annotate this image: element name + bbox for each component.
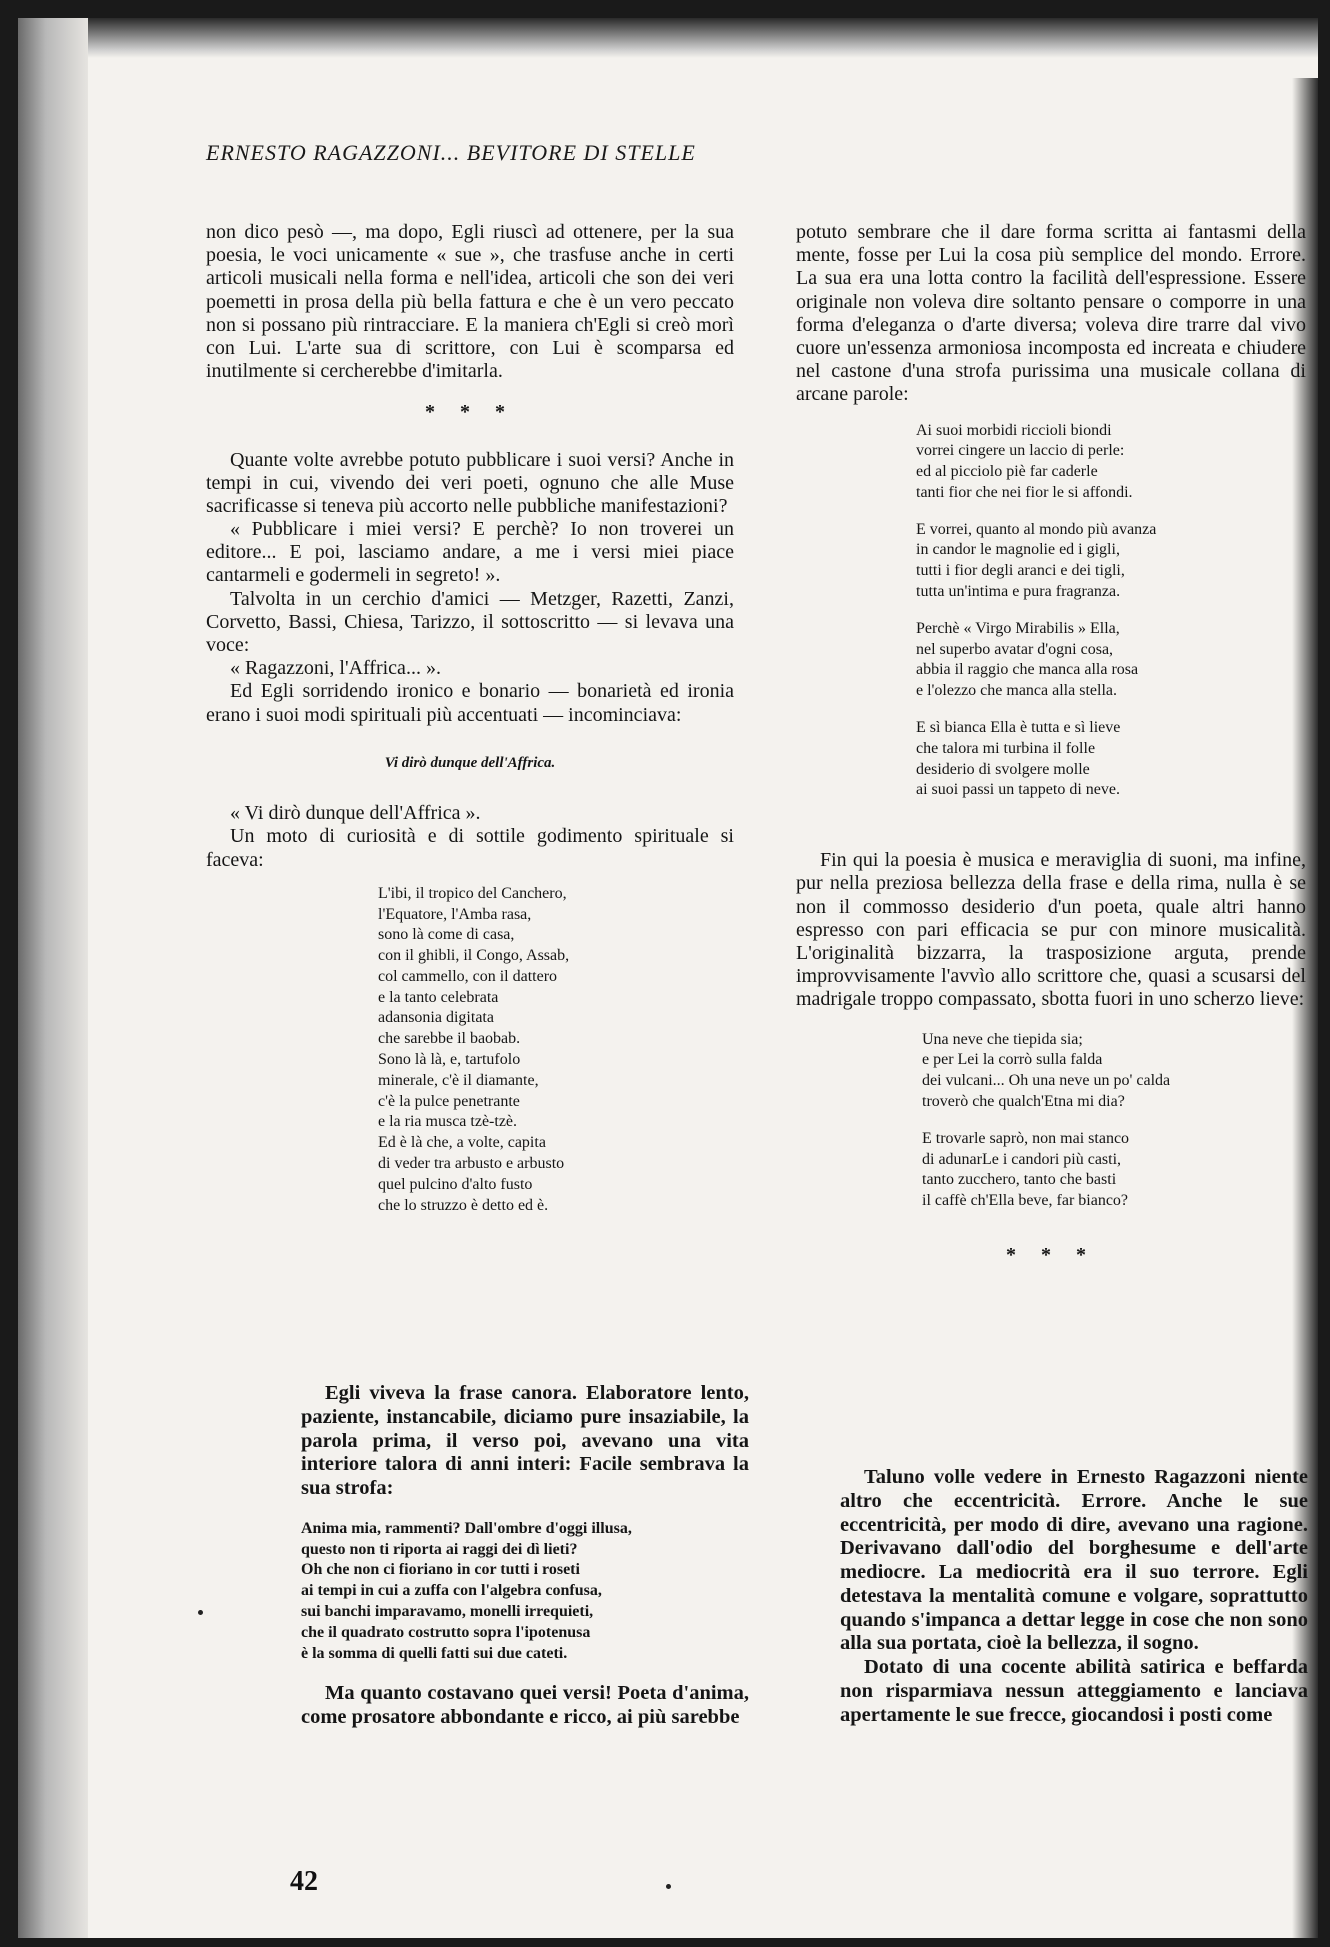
- verse-line: e per Lei la corrò sulla falda: [922, 1051, 1103, 1069]
- verse-line: vorrei cingere un laccio di perle:: [916, 442, 1125, 460]
- verse-line: e la tanto celebrata: [378, 988, 499, 1006]
- verse-line: di adunarLe i candori più casti,: [922, 1150, 1122, 1168]
- poem-neve: [922, 1030, 1252, 1212]
- verse-line: che sarebbe il baobab.: [378, 1030, 521, 1048]
- verse-line: ai tempi in cui a zuffa con l'algebra confusa,: [301, 1582, 602, 1600]
- poem-virgo: [916, 421, 1246, 802]
- paragraph: Egli viveva la frase canora. Elaboratore lento, paziente, instancabile, diciamo pure insaziabile, la parola prima, il verso poi, avevano una vita interiore talora di anni interi: Facile sembrava la sua strofa:: [301, 1382, 749, 1500]
- verse-line: di veder tra arbusto e arbusto: [378, 1155, 565, 1173]
- page-number: 42: [290, 1866, 318, 1897]
- verse-line: L'ibi, il tropico del Canchero,: [378, 884, 567, 902]
- verse-line: Ed è là che, a volte, capita: [378, 1134, 546, 1152]
- verse-line: col cammello, con il dattero: [378, 967, 558, 985]
- verse-line: dei vulcani... Oh una neve un po' calda: [922, 1072, 1171, 1090]
- verse-line: minerale, c'è il diamante,: [378, 1071, 539, 1089]
- paragraph: non dico pesò —, ma dopo, Egli riuscì ad ottenere, per la sua poesia, le voci unicamente « sue », che trasfuse anche in certi articoli musicali nella forma e nell'idea, articoli che son dei veri poemetti in prosa della più bella fattura e che è un vero peccato non si possano più rintracciare. E la maniera ch'Egli si creò morì con Lui. L'arte sua di scrittore, con Lui è scomparsa ed inutilmente si cercherebbe d'imitarla.: [206, 221, 734, 383]
- verse-line: abbia il raggio che manca alla rosa: [916, 661, 1139, 679]
- left-column: [206, 221, 734, 1216]
- verse-line: E vorrei, quanto al mondo più avanza: [916, 520, 1157, 538]
- verse-line: E sì bianca Ella è tutta e sì lieve: [916, 719, 1121, 737]
- verse-line: E trovarle saprò, non mai stanco: [922, 1129, 1130, 1147]
- verse-line: desiderio di svolgere molle: [916, 760, 1090, 778]
- poem-anima: [301, 1519, 741, 1665]
- verse-line: ai suoi passi un tappeto di neve.: [916, 781, 1120, 799]
- section-separator: * * *: [425, 401, 515, 424]
- verse-line: tanto zucchero, tanto che basti: [922, 1171, 1117, 1189]
- verse-line: tutti i fior degli aranci e dei tigli,: [916, 562, 1125, 580]
- binding-shadow: [18, 18, 88, 1938]
- verse-line: nel superbo avatar d'ogni cosa,: [916, 640, 1114, 658]
- verse-line: questo non ti riporta ai raggi dei dì lieti?: [301, 1540, 578, 1558]
- verse-line: l'Equatore, l'Amba rasa,: [378, 905, 532, 923]
- paragraph: Dotato di una cocente abilità satirica e beffarda non risparmiava nessun atteggiamento e lanciava apertamente le sue frecce, giocandosi i posti come: [840, 1656, 1308, 1726]
- paragraph: potuto sembrare che il dare forma scritta ai fantasmi della mente, fosse per Lui la cosa più semplice del mondo. Errore. La sua era una lotta contro la facilità dell'espressione. Essere originale non voleva dire soltanto pensare o comporre in una forma d'eleganza o d'arte diversa; voleva dire trarre dal vivo cuore un'essenza armoniosa incomposta ed increata e chiudere nel castone d'una strofa purissima una musicale collana di arcane parole:: [796, 221, 1306, 406]
- verse-line: Sono là là, e, tartufolo: [378, 1051, 521, 1069]
- verse-line: quel pulcino d'alto fusto: [378, 1175, 533, 1193]
- verse-line: e la ria musca tzè-tzè.: [378, 1113, 518, 1131]
- verse-line: Perchè « Virgo Mirabilis » Ella,: [916, 619, 1120, 637]
- poem-affrica: [378, 884, 678, 1217]
- scan-top-shadow: [18, 18, 1318, 58]
- verse-line: sui banchi imparavamo, monelli irrequieti,: [301, 1603, 594, 1621]
- paragraph: Quante volte avrebbe potuto pubblicare i suoi versi? Anche in tempi in cui, vivendo dei veri poeti, ognuno che alle Muse sacrificasse si teneva più accorto nelle pubbliche manifestazioni?: [206, 448, 734, 517]
- paragraph: « Ragazzoni, l'Affrica... ».: [230, 657, 441, 680]
- verse-line: tutta un'intima e pura fragranza.: [916, 583, 1121, 601]
- section-separator: * * *: [1006, 1243, 1096, 1266]
- stanza: [916, 421, 1246, 504]
- verse-line: che lo struzzo è detto ed è.: [378, 1196, 549, 1214]
- paragraph: Un moto di curiosità e di sottile godimento spirituale si faceva:: [206, 825, 734, 871]
- scan-speck: [198, 1610, 203, 1615]
- verse-line: c'è la pulce penetrante: [378, 1092, 520, 1110]
- scanned-page: [18, 18, 1318, 1938]
- verse-line: Ai suoi morbidi riccioli biondi: [916, 421, 1112, 439]
- stanza: [922, 1030, 1252, 1113]
- verse-line: che il quadrato costrutto sopra l'ipotenusa: [301, 1623, 591, 1641]
- scan-speck: [666, 1884, 671, 1889]
- left-column-bottom: [301, 1382, 749, 1730]
- verse-line: Anima mia, rammenti? Dall'ombre d'oggi illusa,: [301, 1519, 632, 1537]
- right-column: [796, 221, 1306, 1291]
- running-header: ERNESTO RAGAZZONI... BEVITORE DI STELLE: [206, 140, 696, 165]
- stanza: [916, 718, 1246, 801]
- poem-title: Vi dirò dunque dell'Affrica.: [384, 754, 556, 771]
- paragraph: « Pubblicare i miei versi? E perchè? Io non troverei un editore... E poi, lasciamo andare, a me i versi miei piace cantarmeli e godermeli in segreto! ».: [206, 518, 734, 587]
- verse-line: Oh che non ci fioriano in cor tutti i roseti: [301, 1561, 580, 1579]
- paragraph: Ma quanto costavano quei versi! Poeta d'anima, come prosatore abbondante e ricco, ai più sarebbe: [301, 1682, 749, 1729]
- verse-line: è la somma di quelli fatti sui due cateti.: [301, 1644, 568, 1662]
- verse-line: tanti fior che nei fior le si affondi.: [916, 483, 1133, 501]
- paragraph: Taluno volle vedere in Ernesto Ragazzoni niente altro che eccentricità. Errore. Anche le sue eccentricità, per modo di dire, avevano una ragione. Derivavano dall'odio del borghesume e dell'arte mediocre. La mediocrità era il suo terrore. Egli detestava la mentalità comune e volgare, soprattutto quando s'impanca a dettar legge in cose che non sono alla sua portata, cioè la bellezza, il sogno.: [840, 1466, 1308, 1655]
- stanza: [922, 1129, 1252, 1212]
- stanza: [916, 520, 1246, 603]
- verse-line: ed al picciolo piè far caderle: [916, 463, 1098, 481]
- verse-line: troverò che qualch'Etna mi dia?: [922, 1092, 1125, 1110]
- verse-line: che talora mi turbina il folle: [916, 739, 1096, 757]
- verse-line: il caffè ch'Ella beve, far bianco?: [922, 1192, 1129, 1210]
- paragraph: Ed Egli sorridendo ironico e bonario — bonarietà ed ironia erano i suoi modi spirituali più accentuati — incominciava:: [206, 680, 734, 726]
- verse-line: sono là come di casa,: [378, 926, 515, 944]
- verse-line: con il ghibli, il Congo, Assab,: [378, 947, 570, 965]
- verse-line: Una neve che tiepida sia;: [922, 1030, 1083, 1048]
- right-column-bottom: [840, 1466, 1308, 1727]
- paragraph: « Vi dirò dunque dell'Affrica ».: [230, 802, 481, 825]
- verse-line: adansonia digitata: [378, 1009, 494, 1027]
- stanza: [916, 619, 1246, 702]
- verse-line: e l'olezzo che manca alla stella.: [916, 682, 1117, 700]
- paragraph: Fin qui la poesia è musica e meraviglia di suoni, ma infine, pur nella preziosa bellezza della frase e della rima, nulla è se non il commosso desiderio d'un poeta, quale altri hanno espresso con pari efficacia se pur con minore musicalità. L'originalità bizzarra, la trasposizione arguta, prende improvvisamente l'avvìo allo scrittore che, quasi a scusarsi del madrigale troppo compassato, sbotta fuori in uno scherzo lieve:: [796, 849, 1306, 1011]
- verse-line: in candor le magnolie ed i gigli,: [916, 541, 1120, 559]
- paragraph: Talvolta in un cerchio d'amici — Metzger, Razetti, Zanzi, Corvetto, Bassi, Chiesa, Tarizzo, il sottoscritto — si levava una voce:: [206, 587, 734, 656]
